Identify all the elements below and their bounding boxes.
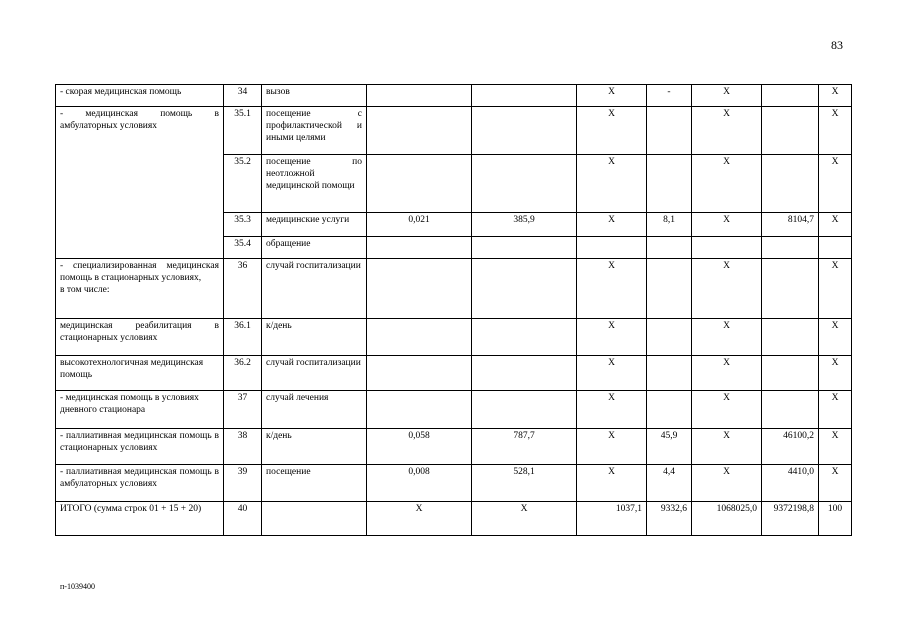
row-cell: Х	[577, 391, 647, 429]
row-cell	[647, 107, 692, 155]
row-code: 34	[224, 85, 262, 107]
row-cell: Х	[577, 155, 647, 213]
row-name: - паллиативная медицинская помощь в амбулаторных условиях	[56, 465, 224, 502]
row-name: - медицинская помощь в условиях дневного стационара	[56, 391, 224, 429]
row-cell	[762, 391, 819, 429]
row-cell: Х	[472, 502, 577, 536]
row-cell: Х	[819, 465, 852, 502]
row-cell	[367, 155, 472, 213]
table-row	[56, 391, 852, 429]
row-cell: 0,008	[367, 465, 472, 502]
row-cell	[762, 319, 819, 356]
table-row-total	[56, 502, 852, 536]
row-name: - паллиативная медицинская помощь в стационарных условиях	[56, 429, 224, 465]
row-cell	[367, 356, 472, 391]
table-row	[56, 85, 852, 107]
row-cell	[577, 237, 647, 259]
row-cell	[472, 259, 577, 319]
row-cell: Х	[692, 319, 762, 356]
row-cell	[367, 237, 472, 259]
document-code: п-1039400	[60, 582, 95, 591]
row-cell: Х	[577, 213, 647, 237]
row-cell: Х	[819, 85, 852, 107]
row-cell: -	[647, 85, 692, 107]
row-name-suffix: в том числе:	[60, 285, 110, 295]
row-cell: 100	[819, 502, 852, 536]
row-cell: 0,021	[367, 213, 472, 237]
row-cell	[472, 107, 577, 155]
row-unit: вызов	[262, 85, 367, 107]
row-cell: 9332,6	[647, 502, 692, 536]
row-cell: Х	[692, 429, 762, 465]
row-cell: Х	[577, 429, 647, 465]
row-name: ИТОГО (сумма строк 01 + 15 + 20)	[56, 502, 224, 536]
row-cell: Х	[577, 85, 647, 107]
row-name: - медицинская помощь в амбулаторных условиях	[56, 107, 224, 259]
row-name: - специализированная медицинская помощь в стационарных условиях,	[60, 261, 219, 283]
row-cell	[647, 237, 692, 259]
row-cell	[762, 237, 819, 259]
row-unit: медицинские услуги	[262, 213, 367, 237]
row-cell: Х	[692, 155, 762, 213]
row-cell: Х	[819, 259, 852, 319]
row-cell: 787,7	[472, 429, 577, 465]
page-number: 83	[831, 38, 843, 52]
table-row	[56, 465, 852, 502]
row-cell: 8,1	[647, 213, 692, 237]
row-unit: случай госпитализации	[262, 356, 367, 391]
row-code: 35.1	[224, 107, 262, 155]
row-unit	[262, 502, 367, 536]
row-name: медицинская реабилитация в стационарных условиях	[56, 319, 224, 356]
row-cell: 0,058	[367, 429, 472, 465]
row-cell	[762, 259, 819, 319]
row-cell: Х	[692, 107, 762, 155]
row-cell: 4,4	[647, 465, 692, 502]
row-cell: Х	[819, 107, 852, 155]
row-code: 35.4	[224, 237, 262, 259]
row-code: 40	[224, 502, 262, 536]
row-cell: 528,1	[472, 465, 577, 502]
row-cell	[472, 237, 577, 259]
row-code: 39	[224, 465, 262, 502]
row-cell	[819, 237, 852, 259]
row-unit: случай лечения	[262, 391, 367, 429]
table-row	[56, 259, 852, 319]
row-cell: Х	[819, 356, 852, 391]
row-cell	[647, 391, 692, 429]
row-cell	[472, 356, 577, 391]
row-cell	[647, 155, 692, 213]
table-row	[56, 429, 852, 465]
row-cell: Х	[577, 259, 647, 319]
row-cell: Х	[577, 319, 647, 356]
data-table	[55, 84, 852, 536]
row-cell	[367, 259, 472, 319]
row-cell: 1068025,0	[692, 502, 762, 536]
row-unit: посещение с профилактической и иными целями	[262, 107, 367, 155]
row-cell	[367, 85, 472, 107]
row-code: 35.3	[224, 213, 262, 237]
row-code: 36.1	[224, 319, 262, 356]
row-cell	[367, 319, 472, 356]
row-cell: Х	[367, 502, 472, 536]
row-cell: Х	[819, 213, 852, 237]
row-cell: Х	[692, 213, 762, 237]
row-unit: посещение	[262, 465, 367, 502]
row-code: 35.2	[224, 155, 262, 213]
row-cell: Х	[692, 356, 762, 391]
row-cell: 46100,2	[762, 429, 819, 465]
row-cell: Х	[577, 107, 647, 155]
row-unit: посещение по неотложной медицинской помощи	[262, 155, 367, 213]
row-cell	[762, 85, 819, 107]
row-unit: случай госпитализации	[262, 259, 367, 319]
row-code: 36	[224, 259, 262, 319]
row-cell: Х	[819, 319, 852, 356]
row-unit: к/день	[262, 429, 367, 465]
row-code: 36.2	[224, 356, 262, 391]
row-cell: Х	[577, 356, 647, 391]
row-cell	[762, 356, 819, 391]
row-cell: Х	[692, 391, 762, 429]
row-cell: 9372198,8	[762, 502, 819, 536]
row-cell	[472, 391, 577, 429]
row-cell: Х	[692, 465, 762, 502]
row-cell: Х	[819, 155, 852, 213]
row-name: - скорая медицинская помощь	[56, 85, 224, 107]
row-unit: обращение	[262, 237, 367, 259]
row-cell: 1037,1	[577, 502, 647, 536]
row-cell	[647, 356, 692, 391]
row-cell: 8104,7	[762, 213, 819, 237]
row-name-cell	[56, 259, 224, 319]
row-cell	[762, 155, 819, 213]
row-cell: 45,9	[647, 429, 692, 465]
table-row	[56, 356, 852, 391]
table-row	[56, 107, 852, 155]
row-cell: Х	[819, 429, 852, 465]
row-cell	[472, 155, 577, 213]
row-cell: Х	[577, 465, 647, 502]
row-cell	[647, 319, 692, 356]
row-cell	[692, 237, 762, 259]
row-cell: 385,9	[472, 213, 577, 237]
row-unit: к/день	[262, 319, 367, 356]
row-cell	[472, 85, 577, 107]
row-code: 37	[224, 391, 262, 429]
row-cell	[367, 391, 472, 429]
row-cell	[647, 259, 692, 319]
row-cell	[367, 107, 472, 155]
row-cell: Х	[692, 85, 762, 107]
row-cell: Х	[692, 259, 762, 319]
row-cell	[472, 319, 577, 356]
row-cell	[762, 107, 819, 155]
row-name: высокотехнологичная медицинская помощь	[56, 356, 224, 391]
row-cell: Х	[819, 391, 852, 429]
table-row	[56, 319, 852, 356]
row-cell: 4410,0	[762, 465, 819, 502]
row-code: 38	[224, 429, 262, 465]
